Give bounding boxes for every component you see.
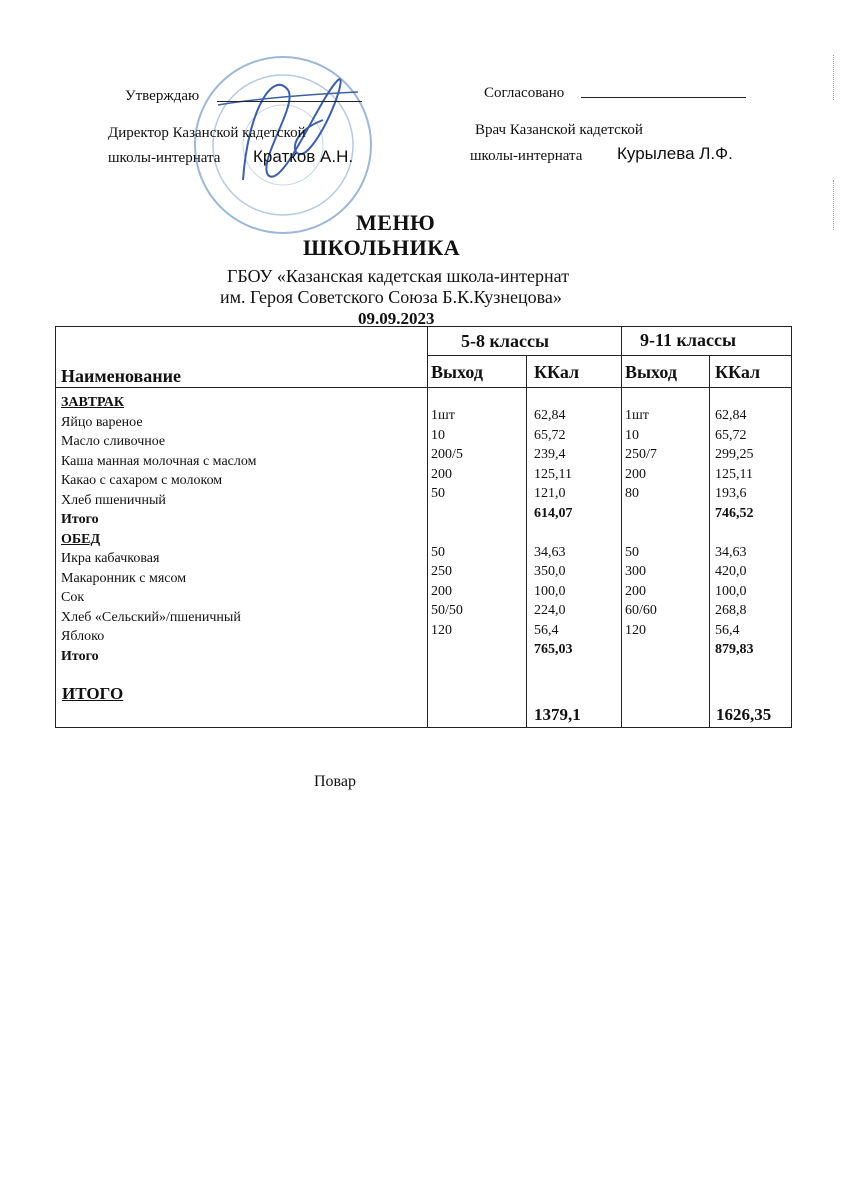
kcal-value: 34,63 [715,544,747,560]
kcal-value: 239,4 [534,447,566,462]
names-column [61,393,256,666]
breakfast-total-9-11: 746,52 [715,505,754,521]
dish-name: Масло сливочное [61,434,166,449]
kcal-value: 224,0 [534,603,566,618]
kcal-value: 62,84 [715,408,747,423]
kcal-value: 56,4 [715,622,740,638]
yield-value: 200/5 [431,447,463,462]
approve-signature-line [217,101,362,102]
grand-total-5-8: 1379,1 [534,705,581,724]
kcal-value: 125,11 [534,466,572,482]
scan-artifact [833,180,838,230]
column-header-yield-5-8: Выход [431,362,483,382]
official-stamp [188,50,378,240]
director-title: Директор Казанской кадетской [108,125,306,141]
row-divider [56,387,791,388]
yield-9-11-column [625,406,657,640]
yield-value: 120 [431,622,452,638]
kcal-value: 121,0 [534,486,566,501]
dish-name: Сок [61,590,85,605]
yield-value: 50 [431,544,445,560]
kcal-9-11-column [715,406,754,660]
group-header-9-11: 9-11 классы [640,330,737,350]
dish-name: Каша манная молочная с маслом [61,453,257,469]
kcal-value: 125,11 [715,466,753,482]
menu-title: МЕНЮ [356,210,436,235]
yield-value: 200 [625,466,646,482]
dish-name: Хлеб «Сельский»/пшеничный [61,609,241,625]
kcal-value: 350,0 [534,564,566,579]
breakfast-total-5-8: 614,07 [534,505,573,521]
doctor-name: Курылева Л.Ф. [617,144,733,163]
yield-value: 10 [431,427,445,443]
dish-name: Икра кабачковая [61,551,160,566]
yield-value: 200 [625,583,646,599]
kcal-value: 299,25 [715,447,754,462]
yield-value: 1шт [431,408,455,423]
breakfast-total-label: Итого [61,512,99,527]
agreed-signature-line [581,97,746,98]
column-header-kcal-5-8: ККал [534,362,580,382]
dish-name: Какао с сахаром с молоком [61,473,223,488]
yield-value: 60/60 [625,603,657,618]
yield-value: 50 [431,486,445,501]
yield-value: 50/50 [431,603,463,618]
cook-label: Повар [314,773,356,790]
column-header-kcal-9-11: ККал [715,362,761,382]
yield-value: 1шт [625,408,649,423]
lunch-total-9-11: 879,83 [715,642,754,657]
agreed-label: Согласовано [484,85,565,101]
dish-name: Яйцо вареное [61,414,143,430]
yield-value: 250/7 [625,447,657,462]
dish-name: Макаронник с мясом [61,570,187,586]
dish-name: Яблоко [61,629,105,644]
kcal-value: 420,0 [715,564,747,579]
kcal-value: 65,72 [534,427,566,443]
group-header-5-8: 5-8 классы [461,331,549,351]
kcal-value: 100,0 [534,583,566,599]
column-header-name: Наименование [61,366,181,386]
doctor-school: школы-интерната [470,148,583,164]
kcal-value: 56,4 [534,622,559,638]
director-school: школы-интерната [108,150,221,166]
menu-date: 09.09.2023 [358,309,435,328]
section-lunch: ОБЕД [61,531,101,547]
kcal-value: 268,8 [715,603,747,618]
kcal-value: 65,72 [715,427,747,443]
lunch-total-label: Итого [61,648,99,664]
menu-table [55,326,792,728]
grand-total-9-11: 1626,35 [716,705,772,724]
yield-value: 300 [625,564,646,579]
yield-value: 80 [625,486,639,501]
col-divider [526,355,527,727]
kcal-value: 34,63 [534,544,566,560]
row-divider [427,355,791,356]
yield-value: 200 [431,466,452,482]
lunch-total-5-8: 765,03 [534,642,573,657]
kcal-5-8-column [534,406,573,660]
kcal-value: 62,84 [534,408,566,423]
kcal-value: 100,0 [715,583,747,599]
kcal-value: 193,6 [715,486,747,501]
scan-artifact [833,55,838,100]
yield-value: 250 [431,564,452,579]
doctor-title: Врач Казанской кадетской [475,122,643,138]
organization-line-2: им. Героя Советского Союза Б.К.Кузнецова» [220,287,562,307]
col-divider [709,355,710,727]
column-header-yield-9-11: Выход [625,362,677,382]
approve-label: Утверждаю [125,88,200,104]
section-breakfast: ЗАВТРАК [61,395,125,410]
yield-value: 200 [431,583,452,599]
yield-5-8-column [431,406,463,640]
yield-value: 50 [625,544,639,560]
yield-value: 120 [625,622,646,638]
organization-line-1: ГБОУ «Казанская кадетская школа-интернат [227,266,570,286]
dish-name: Хлеб пшеничный [61,492,166,508]
grand-total-label: ИТОГО [62,684,124,703]
yield-value: 10 [625,427,639,443]
menu-subtitle: ШКОЛЬНИКА [303,235,461,260]
director-name: Кратков А.Н. [253,147,354,166]
